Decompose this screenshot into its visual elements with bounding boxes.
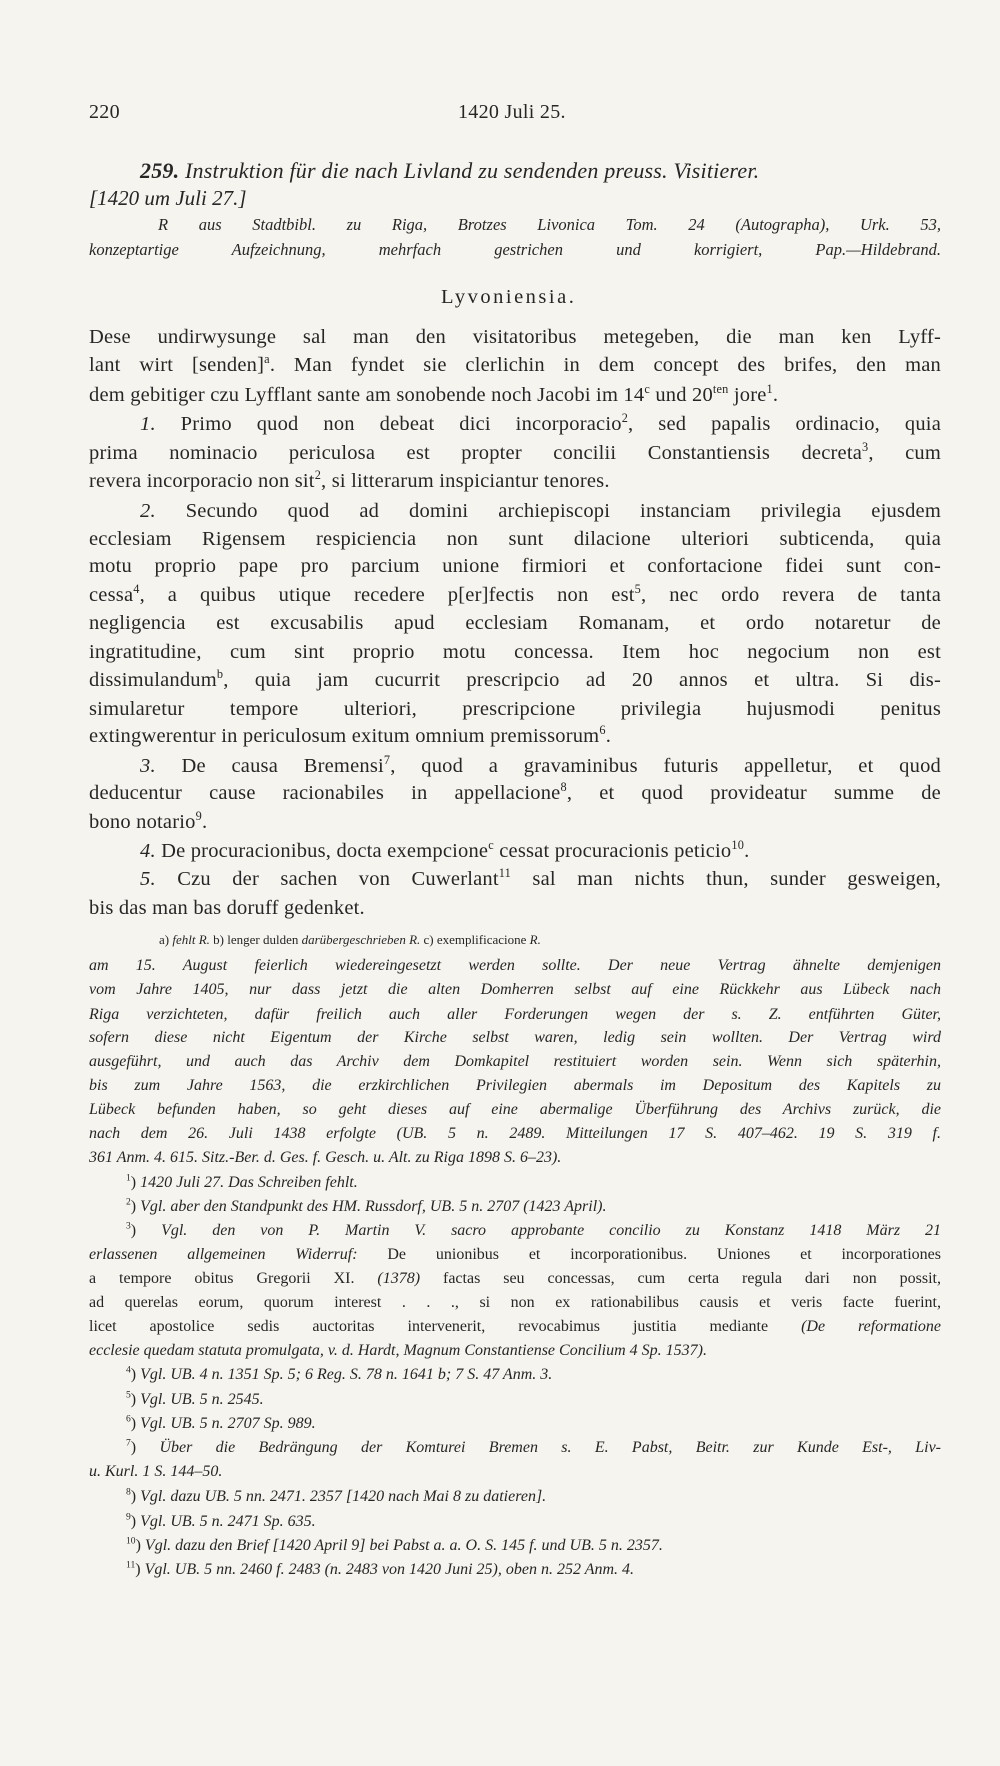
text-segment: ) xyxy=(130,1366,141,1383)
text-segment: 8 xyxy=(126,1486,131,1498)
text-segment: . xyxy=(605,725,612,747)
text-segment: ) xyxy=(130,1391,141,1408)
text-segment: . xyxy=(772,384,779,406)
text-line xyxy=(89,354,941,377)
text-line xyxy=(89,326,941,349)
text-segment: . xyxy=(201,811,208,833)
text-segment: b xyxy=(216,667,224,682)
source-line-1: R aus Stadtbibl. zu Riga, Brotzes Livonica Tom. 24 (Autographa), Urk. 53, xyxy=(158,215,941,234)
text-segment: dem gebitiger czu Lyfflant sante am sonobende noch Jacobi im 14 xyxy=(89,384,645,406)
text-segment: 9 xyxy=(195,809,202,824)
text-line xyxy=(89,669,941,692)
text-segment: 4 xyxy=(126,1364,131,1376)
text-line xyxy=(89,470,610,493)
text-segment: 2 xyxy=(126,1196,131,1208)
text-line xyxy=(89,811,207,834)
text-line xyxy=(89,782,941,805)
text-segment: simularetur tempore ulteriori, prescripcione privilegia hujusmodi penitus xyxy=(89,698,941,720)
text-line xyxy=(89,698,941,721)
footnote-line xyxy=(89,1125,941,1143)
text-segment: lant wirt [senden] xyxy=(89,354,265,376)
text-segment: Vgl. UB. 5 n. 2471 Sp. 635. xyxy=(140,1513,316,1530)
text-segment: Vgl. aber den Standpunkt des HM. Russdorf, UB. 5 n. 2707 (1423 April). xyxy=(140,1198,607,1215)
text-segment: , quod a gravaminibus futuris appelletur, et quod xyxy=(390,755,941,777)
text-line xyxy=(89,442,941,465)
text-segment: 1. xyxy=(140,413,156,435)
text-segment: Vgl. UB. 4 n. 1351 Sp. 5; 6 Reg. S. 78 n. 1641 b; 7 S. 47 Anm. 3. xyxy=(140,1366,553,1383)
text-segment: , et quod provideatur summe de xyxy=(566,782,941,804)
text-segment: ) xyxy=(130,1222,162,1239)
text-segment: Vgl. UB. 5 n. 2545. xyxy=(140,1391,264,1408)
text-segment: 3. xyxy=(140,755,156,777)
text-segment: c xyxy=(488,838,494,853)
text-segment: Riga verzichteten, dafür freilich auch aller Forderungen wegen der s. Z. entführten Güter, xyxy=(89,1006,941,1023)
text-segment: fehlt R. xyxy=(172,932,210,947)
variant-apparatus xyxy=(159,932,541,948)
text-line xyxy=(89,612,941,635)
text-segment: am 15. August feierlich wiedereingesetzt werden sollte. Der neue Vertrag ähnelte demjenigen xyxy=(89,957,941,974)
text-line xyxy=(89,725,611,748)
footnote-line xyxy=(89,1029,941,1047)
text-segment: Lübeck befunden haben, so geht dieses auf eine abermalige Überführung des Archivs zurück, die xyxy=(89,1101,941,1118)
text-segment: extingwerentur in periculosum exitum omnium premissorum xyxy=(89,725,600,747)
text-segment: 7 xyxy=(383,753,391,768)
footnote-line xyxy=(89,981,941,999)
footnote-line xyxy=(126,1366,552,1384)
text-segment: vom Jahre 1405, nur dass jetzt die alten Domherren selbst auf eine Rückkehr aus Lübeck nach xyxy=(89,981,941,998)
text-segment: bis das man bas doruff gedenket. xyxy=(89,897,365,919)
text-segment: ten xyxy=(712,382,729,397)
text-segment: ausgeführt, und auch das Archiv dem Domkapitel restituiert worden sein. Wenn sich späterhin, xyxy=(89,1053,941,1070)
text-segment: u. Kurl. 1 S. 144–50. xyxy=(89,1463,223,1480)
text-segment: 11 xyxy=(126,1559,136,1571)
document-heading xyxy=(140,158,759,184)
text-line xyxy=(140,500,941,523)
text-segment: , si litterarum inspiciantur tenores. xyxy=(321,470,610,492)
text-segment: Secundo quod ad domini archiepiscopi instanciam privilegia ejusdem xyxy=(155,500,941,522)
text-segment: 6 xyxy=(126,1413,131,1425)
text-segment: 1420 Juli 27. Das Schreiben fehlt. xyxy=(140,1174,358,1191)
text-segment: ) xyxy=(130,1198,141,1215)
footnote-line xyxy=(89,1006,941,1024)
text-line xyxy=(89,555,941,578)
text-segment: 3 xyxy=(126,1220,131,1232)
text-segment: Vgl. UB. 5 n. 2707 Sp. 989. xyxy=(140,1415,316,1432)
text-line xyxy=(89,897,365,920)
text-segment: 2. xyxy=(140,500,156,522)
text-segment: ) xyxy=(135,1537,145,1554)
footnote-line xyxy=(89,1101,941,1119)
text-segment: Vgl. dazu UB. 5 nn. 2471. 2357 [1420 nach Mai 8 zu datieren]. xyxy=(140,1488,547,1505)
footnote-line xyxy=(89,1270,941,1288)
text-segment: Vgl. dazu den Brief [1420 April 9] bei Pabst a. a. O. S. 145 f. und UB. 5 n. 2357. xyxy=(144,1537,663,1554)
text-segment: 2 xyxy=(314,468,322,483)
text-segment: De procuracionibus, docta exempcione xyxy=(155,840,489,862)
text-segment: Dese undirwysunge sal man den visitatoribus metegeben, die man ken Lyff- xyxy=(89,326,941,348)
text-segment: negligencia est excusabilis apud ecclesiam Romanam, et ordo notaretur de xyxy=(89,612,941,634)
text-segment: und 20 xyxy=(650,384,713,406)
text-segment: R. xyxy=(529,932,541,947)
text-segment: b) lenger dulden xyxy=(209,932,302,947)
document-number: 259. xyxy=(140,158,180,183)
text-segment: 11 xyxy=(498,866,512,881)
text-segment: 10 xyxy=(126,1535,136,1547)
text-segment: 5 xyxy=(634,582,642,597)
text-segment: dissimulandum xyxy=(89,669,217,691)
text-segment: 5. xyxy=(140,868,156,890)
footnote-line xyxy=(126,1198,606,1216)
text-segment: 6 xyxy=(599,723,606,738)
footnote-line xyxy=(89,1149,561,1167)
text-segment: a) xyxy=(159,932,173,947)
text-segment: Primo quod non debeat dici incorporacio xyxy=(155,413,622,435)
text-line xyxy=(89,584,941,607)
text-segment: 361 Anm. 4. 615. Sitz.-Ber. d. Ges. f. Gesch. u. Alt. zu Riga 1898 S. 6–23). xyxy=(89,1149,562,1166)
text-segment: Czu der sachen von Cuwerlant xyxy=(155,868,499,890)
text-segment: . xyxy=(744,840,750,862)
text-segment: 8 xyxy=(560,780,567,795)
text-segment: 1 xyxy=(126,1172,131,1184)
text-segment: deducentur cause racionabiles in appellacione xyxy=(89,782,561,804)
text-segment: ) xyxy=(130,1513,141,1530)
text-segment: sal man nichts thun, sunder gesweigen, xyxy=(511,868,941,890)
text-segment: . Man fyndet sie clerlichin in dem concept des brifes, den man xyxy=(269,354,941,376)
text-segment: revera incorporacio non sit xyxy=(89,470,315,492)
text-segment: licet apostolice sedis auctoritas intervenerit, revocabimus justitia mediante xyxy=(89,1318,802,1335)
footnote-line xyxy=(126,1439,941,1457)
text-segment: , quia jam cucurrit prescripcio ad 20 annos et ultra. Si dis- xyxy=(223,669,941,691)
text-segment: De unionibus et incorporationibus. Uniones et incorporationes xyxy=(357,1246,941,1263)
footnote-line xyxy=(89,1246,941,1264)
text-segment: (De reformatione xyxy=(801,1318,942,1335)
text-segment: ingratitudine, cum sint proprio motu concessa. Item hoc negocium non est xyxy=(89,641,941,663)
text-segment: c) exemplificacione xyxy=(420,932,530,947)
text-segment: 1 xyxy=(766,382,773,397)
text-segment: ecclesiam Rigensem respiciencia non sunt dilacione ulteriori subticenda, quia xyxy=(89,528,941,550)
text-line xyxy=(89,384,778,407)
footnote-line xyxy=(89,1463,222,1481)
footnote-line xyxy=(126,1488,546,1506)
footnote-line xyxy=(89,1342,707,1360)
text-segment: darübergeschrieben R. xyxy=(301,932,421,947)
footnote-line xyxy=(126,1415,316,1433)
footnote-line xyxy=(89,1053,941,1071)
text-segment: Über die Bedrängung der Komturei Bremen s. E. Pabst, Beitr. zur Kunde Est-, Liv- xyxy=(159,1439,942,1456)
text-segment: bono notario xyxy=(89,811,196,833)
section-heading: Lyvoniensia. xyxy=(441,286,577,308)
text-segment: 4. xyxy=(140,840,156,862)
text-segment: sofern diese nicht Eigentum der Kirche selbst waren, ledig sein wollten. Der Vertrag wird xyxy=(89,1029,941,1046)
footnote-line xyxy=(126,1391,264,1409)
text-segment: cessa xyxy=(89,584,134,606)
text-segment: motu proprio pape pro parcium unione firmiori et confortacione fidei sunt con- xyxy=(89,555,941,577)
text-segment: factas seu concessas, cum certa regula dari non possit, xyxy=(420,1270,941,1287)
text-segment: a tempore obitus Gregorii XI. xyxy=(89,1270,378,1287)
footnote-line xyxy=(126,1174,358,1192)
text-line xyxy=(89,528,941,551)
page-number: 220 xyxy=(89,101,120,123)
text-line xyxy=(140,868,941,891)
text-segment: 3 xyxy=(862,440,869,455)
text-segment: Vgl. den von P. Martin V. sacro approbante concilio zu Konstanz 1418 März 21 xyxy=(161,1222,942,1239)
text-segment: 4 xyxy=(133,582,140,597)
document-title: Instruktion für die nach Livland zu sendenden preuss. Visitierer. xyxy=(185,158,760,183)
text-segment: 5 xyxy=(126,1389,131,1401)
text-segment: ) xyxy=(135,1561,145,1578)
text-segment: 10 xyxy=(731,838,745,853)
source-line-2: konzeptartige Aufzeichnung, mehrfach gestrichen und korrigiert, Pap.—Hildebrand. xyxy=(89,240,941,259)
text-line xyxy=(140,840,749,863)
text-segment: , sed papalis ordinacio, quia xyxy=(628,413,942,435)
text-segment: bis zum Jahre 1563, die erzkirchlichen Privilegien abermals im Depositum des Kapitels zu xyxy=(89,1077,941,1094)
text-segment: 7 xyxy=(126,1437,131,1449)
text-segment: jore xyxy=(728,384,767,406)
text-segment: 2 xyxy=(621,411,629,426)
footnote-line xyxy=(126,1537,663,1555)
footnote-line xyxy=(126,1222,941,1240)
footnote-line xyxy=(126,1561,634,1579)
text-segment: , cum xyxy=(868,442,941,464)
text-segment: ecclesie quedam statuta promulgata, v. d. Hardt, Magnum Constantiense Concilium 4 Sp. 1537). xyxy=(89,1342,708,1359)
running-title: 1420 Juli 25. xyxy=(458,101,566,123)
text-segment: ) xyxy=(130,1439,160,1456)
footnote-line xyxy=(89,1077,941,1095)
text-line xyxy=(140,755,941,778)
text-segment: (1378) xyxy=(377,1270,421,1287)
document-date: [1420 um Juli 27.] xyxy=(89,186,247,210)
text-segment: , a quibus utique recedere p[er]fectis non est xyxy=(139,584,635,606)
footnote-line xyxy=(126,1513,316,1531)
text-segment: De causa Bremensi xyxy=(155,755,384,777)
text-segment: cessat procuracionis peticio xyxy=(493,840,732,862)
text-segment: erlassenen allgemeinen Widerruf: xyxy=(89,1246,358,1263)
text-segment: 9 xyxy=(126,1511,131,1523)
text-line xyxy=(140,413,941,436)
text-segment: , nec ordo revera de tanta xyxy=(641,584,941,606)
text-segment: c xyxy=(644,382,650,397)
text-segment: a xyxy=(264,352,270,367)
footnote-line xyxy=(89,957,941,975)
text-segment: ) xyxy=(130,1415,141,1432)
footnote-line xyxy=(89,1294,941,1312)
text-segment: nach dem 26. Juli 1438 erfolgte (UB. 5 n. 2489. Mitteilungen 17 S. 407–462. 19 S. 319 f. xyxy=(89,1125,941,1142)
text-segment: ) xyxy=(130,1174,141,1191)
text-segment: prima nominacio periculosa est propter concilii Constantiensis decreta xyxy=(89,442,863,464)
text-line xyxy=(89,641,941,664)
footnote-line xyxy=(89,1318,941,1336)
text-segment: Vgl. UB. 5 nn. 2460 f. 2483 (n. 2483 von 1420 Juni 25), oben n. 252 Anm. 4. xyxy=(144,1561,635,1578)
text-segment: ) xyxy=(130,1488,141,1505)
text-segment: ad querelas eorum, quorum interest . . ., si non ex rationabilibus causis et veris facte fuerint, xyxy=(89,1294,941,1311)
